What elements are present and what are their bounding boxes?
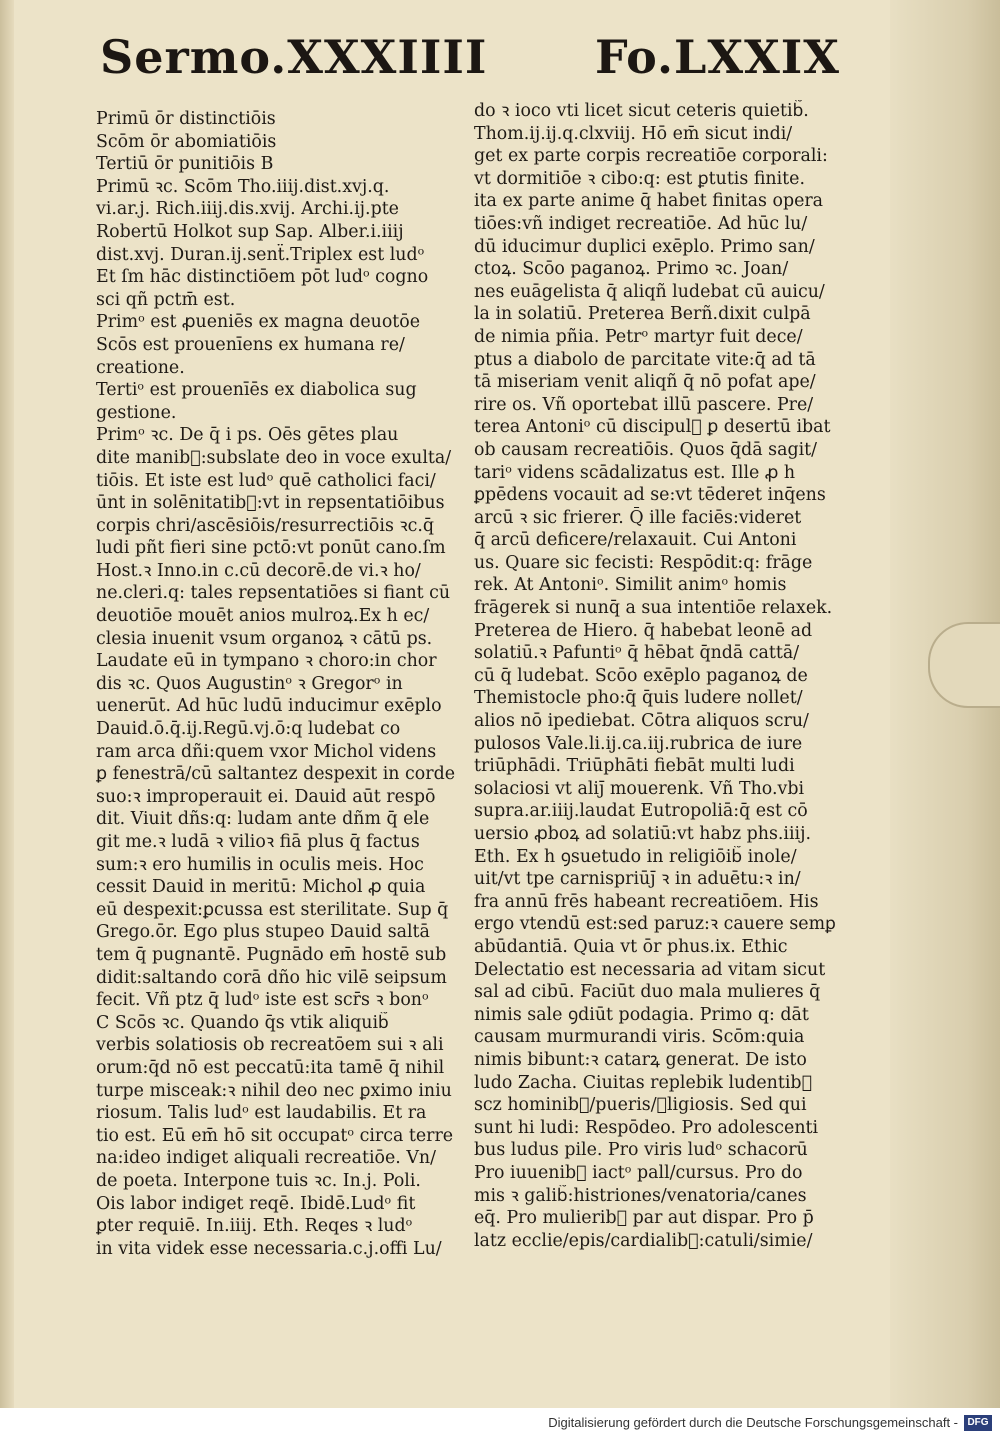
right-column-line: rire os. Vñ oportebat illū pascere. Pre/: [474, 394, 814, 415]
right-column-line: bus ludus pile. Pro viris ludᵒ schacorū: [474, 1140, 808, 1161]
left-text-column: [96, 108, 468, 1260]
right-column-line: ctoꝝ. Scōo paganoꝝ. Primo ꝛc. Joan/: [474, 259, 789, 280]
right-column-line: Themistocle pho:q̄ q̄uis ludere nollet/: [474, 688, 803, 709]
right-column-line: triūphādi. Triūphāti fiebāt multi ludi: [474, 756, 795, 777]
folio-number: Fo.LXXIX: [595, 30, 840, 84]
left-column-line: uenerūt. Ad hūc ludū inducimur exēplo: [96, 696, 442, 717]
dfg-logo: DFG: [964, 1415, 992, 1431]
right-column-line: de nimia pñia. Petrᵒ martyr fuit dece/: [474, 326, 803, 347]
left-column-line: cessit Dauid in meritū: Michol ꝓ quia: [96, 877, 426, 898]
right-column-line: ob causam recreatiōis. Quos q̄dā sagit/: [474, 439, 818, 460]
right-column-line: ludo Zacha. Ciuitas replebik ludentib᷑: [474, 1072, 813, 1093]
left-column-line: gestione.: [96, 402, 177, 423]
left-column-line: dit. Viuit dñs:q: ludam ante dñm q̄ ele: [96, 809, 430, 830]
right-column-line: nes euāgelista q̄ aliqñ ludebat cū auicu/: [474, 281, 825, 302]
left-column-line: tiōis. Et iste est ludᵒ quē catholici faci/: [96, 470, 436, 491]
left-column-line: Tertiū ōr punitiōis B: [96, 154, 274, 175]
left-column-line: suo:ꝛ improperauit ei. Dauid aūt respō: [96, 786, 436, 807]
right-column-line: sunt hi ludi: Respōdeo. Pro adolescenti: [474, 1117, 819, 1138]
left-column-line: ꝑter requiē. In.iiij. Eth. Reqes ꝛ ludᵒ: [96, 1216, 413, 1237]
left-column-line: tio est. Eū em̄ hō sit occupatᵒ circa terre: [96, 1125, 454, 1146]
right-column-line: nimis sale ꝯdiūt podagia. Primo q: dāt: [474, 1004, 809, 1025]
right-column-line: causam murmurandi viris. Scōm:quia: [474, 1027, 805, 1048]
right-column-line: tariᵒ videns scādalizatus est. Ille ꝓ h̄: [474, 462, 796, 483]
right-column-line: rek. At Antoniᵒ. Similit animᵒ homis: [474, 575, 787, 596]
right-column-line: q̄ arcū deficere/relaxauit. Cui Antoni: [474, 530, 797, 551]
left-column-line: na:ideo indiget aliquali recreatiōe. Vn/: [96, 1148, 436, 1169]
right-column-line: solatiū.ꝛ Pafuntiᵒ q̄ hēbat q̄ndā cattā/: [474, 643, 800, 664]
right-column-line: Preterea de Hiero. q̄ habebat leonē ad: [474, 620, 813, 641]
right-column-line: get ex parte corpis recreatiōe corporali:: [474, 146, 828, 167]
left-column-line: verbis solatiosis ob recreatōem sui ꝛ ali: [96, 1035, 444, 1056]
right-column-line: Thom.ij.ij.q.clxviij. Hō em̄ sicut indi/: [474, 123, 793, 144]
right-column-line: dū iducimur duplici exēplo. Primo san/: [474, 236, 815, 257]
left-column-line: didit:saltando corā dño hic vilē seipsum: [96, 967, 447, 988]
left-column-line: git me.ꝛ ludā ꝛ vilioꝛ fiā plus q̄ factus: [96, 832, 420, 852]
right-column-line: Pro iuuenib᷑ iactᵒ pall/cursus. Pro do: [474, 1162, 803, 1183]
left-column-line: Robertū Holkot sup Sap. Alber.i.iiij: [96, 221, 404, 242]
right-column-line: supra.ar.iiij.laudat Eutropoliā:q̄ est cō: [474, 801, 808, 822]
right-column-line: mis ꝛ galib᷑:histriones/venatoria/canes: [474, 1185, 807, 1206]
page-tab-marker: [928, 622, 1000, 708]
left-column-line: Primᵒ ꝛc. De q̄ i ps. Oēs gētes plau: [96, 425, 399, 446]
right-column-line: scz hominib᷑/pueris/ꝛligiosis. Sed qui: [474, 1095, 807, 1116]
left-column-line: Primᵒ est ꝓueniēs ex magna deuotōe: [96, 312, 421, 333]
left-column-line: tem q̄ pugnantē. Pugnādo em̄ hostē sub: [96, 944, 447, 965]
left-column-line: Primū ōr distinctiōis: [96, 109, 276, 129]
right-column-line: terea Antoniᵒ cū discipul᷑ ꝑ desertū ibat: [474, 417, 831, 438]
right-column-line: ptus a diabolo de parcitate vite:q̄ ad tā: [474, 349, 816, 370]
left-column-line: dist.xvj. Duran.ij.senẗ.Triplex est ludᵒ: [96, 244, 425, 265]
left-column-line: Et ſm hāc distinctiōem pōt ludᵒ cogno: [96, 267, 429, 288]
left-column-line: sum:ꝛ ero humilis in oculis meis. Hoc: [96, 854, 424, 875]
right-column-line: nimis bibunt:ꝛ catarꝝ generat. De isto: [474, 1049, 807, 1070]
left-column-line: Primū ꝛc. Scōm Tho.iiij.dist.xvj.q.: [96, 176, 390, 197]
left-column-line: C Scōs ꝛc. Quando q̄s vtik aliquib᷑: [96, 1012, 389, 1033]
right-column-line: Eth. Ex h̄ ꝯsuetudo in religiōib᷑ inole/: [474, 846, 797, 867]
right-column-line: arcū ꝛ sic frierer. Q̄ ille faciēs:videret: [474, 507, 802, 528]
right-column-line: sal ad cibū. Faciūt duo mala mulieres q̄: [474, 982, 821, 1003]
left-column-line: Grego.ōr. Ego plus stupeo Dauid saltā: [96, 922, 430, 943]
right-column-line: alios nō ipediebat. Cōtra aliquos scru/: [474, 711, 809, 732]
left-column-line: ram arca dñi:quem vxor Michol videns: [96, 741, 437, 762]
left-column-line: creatione.: [96, 357, 185, 378]
left-column-line: turpe misceak:ꝛ nihil deo nec ꝑximo iniu: [96, 1080, 452, 1101]
right-column-line: us. Quare sic fecisti: Respōdit:q: frāge: [474, 552, 813, 573]
left-column-line: dite manib᷑:subslate deo in voce exulta/: [96, 447, 452, 468]
right-text-column: [474, 100, 850, 1252]
right-column-line: latz ecclie/epis/cardialib᷑:catuli/simie/: [474, 1230, 813, 1251]
left-column-line: Scōs est prouenīens ex humana re/: [96, 334, 405, 355]
left-column-line: Tertiᵒ est prouenīēs ex diabolica sug: [96, 380, 417, 401]
right-column-line: solaciosi vt aliȷ̄ mouerenk. Vñ Tho.vbi: [474, 778, 805, 799]
left-column-line: sci qñ pctm̄ est.: [96, 289, 236, 310]
left-column-line: corpis chri/ascēsiōis/resurrectiōis ꝛc.q̄: [96, 515, 435, 536]
right-column-line: cū q̄ ludebat. Scōo exēplo paganoꝝ de: [474, 665, 808, 686]
left-column-line: de poeta. Interpone tuis ꝛc. In.j. Poli.: [96, 1170, 421, 1191]
left-column-line: in vita videk esse necessaria.c.j.offi Lu/: [96, 1238, 442, 1259]
left-column-line: vi.ar.j. Rich.iiij.dis.xvij. Archi.ij.pte: [96, 199, 399, 220]
left-column-line: Host.ꝛ Inno.in c.cū decorē.de vi.ꝛ ho/: [96, 560, 421, 581]
left-column-line: ūnt in solēnitatib᷑:vt in repsentatiōibus: [96, 493, 445, 514]
funding-notice: Digitalisierung gefördert durch die Deutsche Forschungsgemeinschaft -: [548, 1415, 958, 1430]
footer-bar: [0, 1408, 1000, 1438]
left-column-line: Ois labor indiget reqē. Ibidē.Ludᵒ fit: [96, 1193, 416, 1214]
right-column-line: ꝑpēdens vocauit ad se:vt tēderet inq̄ens: [474, 485, 826, 506]
left-column-line: Dauid.ō.q̄.ij.Regū.vj.ō:q ludebat co: [96, 719, 401, 740]
left-column-line: fecit. Vñ ptz q̄ ludᵒ iste est scr̄s ꝛ bonᵒ: [96, 990, 429, 1011]
left-column-line: orum:q̄d nō est peccatū:ita tamē q̄ nihil: [96, 1057, 445, 1078]
left-column-line: deuotiōe mouēt anios mulroꝝ.Ex h̄ ec/: [96, 606, 430, 627]
sermon-number: Sermo.XXXIIII: [100, 30, 488, 84]
right-column-line: eq̄. Pro mulierib᷑ par aut dispar. Pro p̄: [474, 1208, 814, 1229]
right-column-line: vt dormitiōe ꝛ cibo:q: est ꝑtutis finite.: [474, 168, 805, 189]
left-column-line: dis ꝛc. Quos Augustinᵒ ꝛ Gregorᵒ in: [96, 673, 403, 694]
left-column-line: eū despexit:ꝑcussa est sterilitate. Sup q̄: [96, 899, 449, 920]
right-column-line: abūdantiā. Quia vt ōr phus.ix. Ethic: [474, 936, 788, 957]
left-column-line: Laudate eū in tympano ꝛ choro:in chor: [96, 651, 437, 672]
left-column-line: clesia inuenit vsum organoꝝ ꝛ cātū ps.: [96, 628, 433, 649]
right-column-line: tiōes:vñ indiget recreatiōe. Ad hūc lu/: [474, 213, 808, 234]
right-column-line: do ꝛ ioco vti licet sicut ceteris quietib᷑.: [474, 101, 809, 121]
left-column-line: Scōm ōr abomiatiōis: [96, 131, 277, 152]
running-header: [100, 30, 840, 100]
right-column-line: pulosos Vale.li.ij.ca.iij.rubrica de iure: [474, 733, 803, 754]
right-column-line: la in solatiū. Preterea Berñ.dixit culpā: [474, 304, 811, 325]
paper-edge: [0, 0, 14, 1408]
left-column-line: ludi pñt fieri sine pctō:vt ponūt cano.ſm: [96, 538, 446, 559]
right-column-line: uit/vt tpe carnispriūȷ̄ ꝛ in aduētu:ꝛ in/: [474, 869, 801, 890]
right-column-line: Delectatio est necessaria ad vitam sicut: [474, 959, 826, 980]
right-column-line: ita ex parte anime q̄ habet finitas opera: [474, 191, 824, 212]
right-column-line: frāgerek si nunq̄ a sua intentiōe relaxek.: [474, 598, 833, 619]
right-column-line: tā miseriam venit aliqñ q̄ nō pofat ape/: [474, 372, 816, 393]
left-column-line: riosum. Talis ludᵒ est laudabilis. Et ra: [96, 1103, 427, 1124]
right-column-line: uersio ꝓboꝝ ad solatiū:vt habz phs.iiij.: [474, 824, 812, 844]
right-column-line: fra annū frēs habeant recreatiōem. His: [474, 891, 819, 912]
right-column-line: ergo vtendū est:sed paruz:ꝛ cauere semꝑ: [474, 914, 836, 935]
left-column-line: ꝑ fenestrā/cū saltantez despexit in corde: [96, 764, 455, 785]
left-column-line: ne.cleri.q: tales repsentatiōes si fiant cū: [96, 583, 451, 604]
